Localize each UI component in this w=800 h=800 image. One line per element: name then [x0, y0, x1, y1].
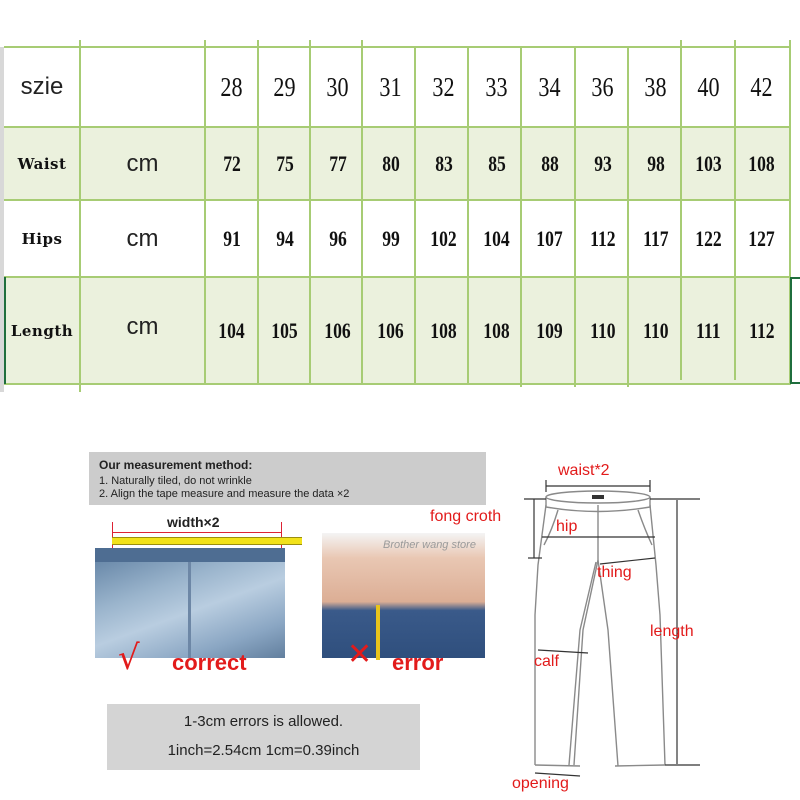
grid-line [680, 40, 682, 380]
value-cell: 88 [540, 150, 559, 176]
table-row-waist [4, 127, 790, 200]
measure-line [112, 532, 282, 533]
grid-line [4, 126, 790, 128]
value-cell: 72 [222, 150, 241, 176]
label-front-crotch: fong croth [430, 508, 502, 525]
size-header-label: szie [20, 73, 64, 100]
row-label-hips: Hips [21, 229, 63, 248]
value-cell: 110 [642, 317, 669, 343]
table-header-row [4, 47, 790, 127]
tolerance-note [107, 704, 420, 770]
value-cell: 80 [381, 150, 400, 176]
size-header-cell: 40 [697, 71, 720, 102]
grid-line [79, 40, 81, 392]
unit-cell: cm [126, 224, 159, 252]
value-cell: 93 [593, 150, 612, 176]
value-cell: 98 [646, 150, 665, 176]
value-cell: 104 [218, 317, 245, 343]
tape-measure-vertical [376, 605, 380, 660]
value-cell: 91 [222, 225, 241, 251]
grid-line [574, 47, 576, 387]
grid-line [4, 46, 790, 48]
jeans-waistband [95, 548, 285, 562]
value-cell: 108 [430, 317, 457, 343]
selection-border [790, 277, 800, 384]
value-cell: 102 [430, 225, 457, 251]
value-cell: 112 [748, 317, 775, 343]
size-header-cell: 36 [591, 71, 614, 102]
value-cell: 127 [748, 225, 775, 251]
selection-border [4, 277, 6, 384]
value-cell: 104 [483, 225, 510, 251]
correct-label: correct [172, 650, 247, 675]
value-cell: 122 [695, 225, 722, 251]
value-cell: 112 [589, 225, 616, 251]
size-header-cell: 32 [432, 71, 455, 102]
x-mark-icon: ✕ [347, 637, 373, 672]
label-waist: waist*2 [558, 462, 610, 479]
check-mark-icon: √ [118, 638, 140, 678]
value-cell: 96 [328, 225, 347, 251]
value-cell: 107 [536, 225, 563, 251]
tape-measure [112, 537, 302, 545]
table-row-length [4, 277, 790, 384]
grid-line [520, 47, 522, 387]
grid-line [4, 383, 790, 385]
grid-line [361, 40, 363, 384]
value-cell: 110 [589, 317, 616, 343]
value-cell: 117 [642, 225, 669, 251]
unit-header-cell [80, 47, 205, 127]
value-cell: 111 [696, 317, 721, 343]
value-cell: 108 [483, 317, 510, 343]
value-cell: 109 [536, 317, 563, 343]
size-header-cell: 34 [538, 71, 561, 102]
value-cell: 106 [324, 317, 351, 343]
grid-line [734, 40, 736, 380]
value-cell: 103 [695, 150, 722, 176]
size-header-cell: 42 [750, 71, 773, 102]
value-cell: 99 [381, 225, 400, 251]
value-cell: 108 [748, 150, 775, 176]
error-label: error [392, 650, 444, 675]
grid-line [204, 40, 206, 385]
grid-line [309, 40, 311, 384]
pants-measurement-diagram [430, 450, 800, 800]
measurement-method-panel [89, 452, 486, 505]
table-row-hips [4, 200, 790, 277]
jeans-fly [188, 562, 191, 658]
label-hip: hip [556, 518, 578, 535]
grid-line [414, 47, 416, 384]
value-cell: 83 [434, 150, 453, 176]
tolerance-line-2: 1inch=2.54cm 1cm=0.39inch [167, 742, 360, 759]
row-label-waist: Waist [17, 154, 67, 173]
method-step-1: 1. Naturally tiled, do not wrinkle [99, 475, 252, 487]
label-calf: calf [534, 653, 559, 670]
value-cell: 94 [275, 225, 294, 251]
size-header-cell: 38 [644, 71, 667, 102]
label-thigh: thing [597, 564, 632, 581]
label-length: length [650, 623, 694, 640]
size-header-cell: 28 [220, 71, 243, 102]
value-cell: 85 [487, 150, 506, 176]
tolerance-line-1: 1-3cm errors is allowed. [183, 713, 344, 730]
grid-line [627, 47, 629, 387]
value-cell: 75 [275, 150, 294, 176]
grid-line [257, 40, 259, 384]
grid-line [4, 199, 790, 201]
watermark: Brother wang store [383, 539, 476, 551]
size-header-cell: 30 [326, 71, 349, 102]
row-label-length: Length [10, 321, 74, 340]
method-title: Our measurement method: [99, 458, 253, 472]
size-header-cell: 29 [273, 71, 296, 102]
grid-line [467, 47, 469, 384]
unit-cell: cm [126, 312, 159, 340]
width-label: width×2 [167, 514, 220, 530]
unit-cell: cm [126, 149, 159, 177]
size-header-cell: 33 [485, 71, 508, 102]
size-header-cell: 31 [379, 71, 402, 102]
grid-line [4, 276, 790, 278]
label-opening: opening [512, 775, 569, 792]
value-cell: 105 [271, 317, 298, 343]
value-cell: 106 [377, 317, 404, 343]
value-cell: 77 [328, 150, 347, 176]
method-step-2: 2. Align the tape measure and measure the data ×2 [99, 488, 350, 500]
